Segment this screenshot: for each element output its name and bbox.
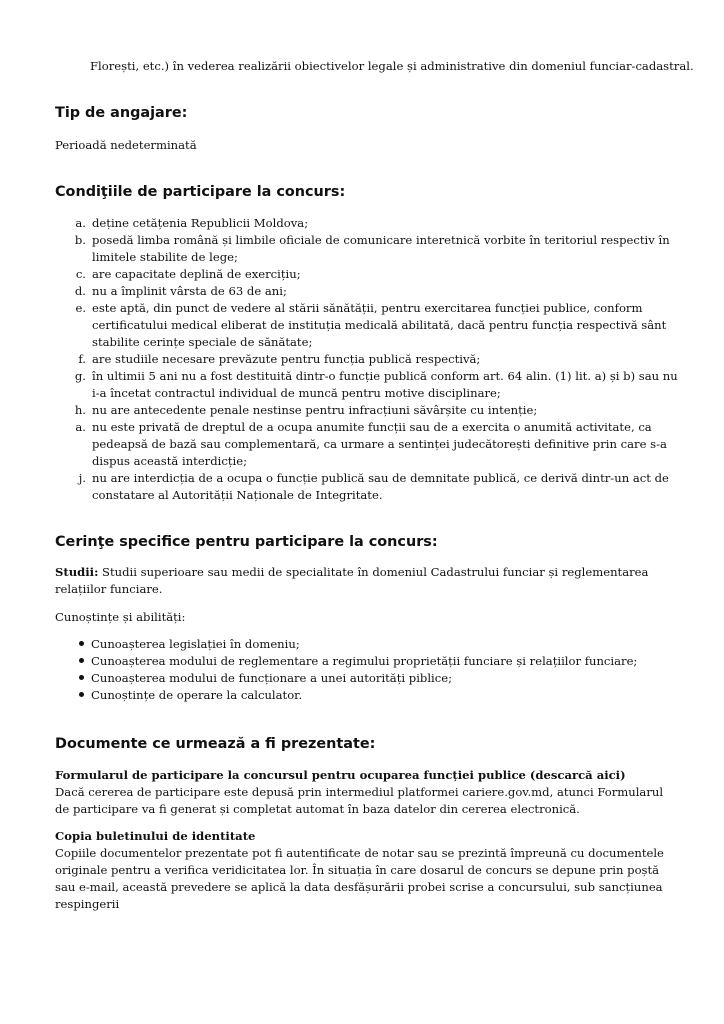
condition-item xyxy=(55,283,685,300)
bullet-icon xyxy=(79,658,84,663)
skill-item xyxy=(55,687,685,704)
condition-item xyxy=(55,402,685,419)
condition-marker: a. xyxy=(75,420,86,434)
condition-text: nu are antecedente penale nestinse pentru infracțiuni săvârșite cu intenție; xyxy=(92,403,538,417)
condition-text: are capacitate deplină de exercițiu; xyxy=(92,267,301,281)
skill-text: Cunoașterea legislației în domeniu; xyxy=(91,637,300,651)
employment-heading: Tip de angajare: xyxy=(55,105,188,121)
condition-marker: a. xyxy=(75,216,86,230)
documents-heading: Documente ce urmează a fi prezentate: xyxy=(55,736,376,752)
form-title: Formularul de participare la concursul pentru ocuparea funcției publice (descarcă aici) xyxy=(55,768,626,782)
condition-item xyxy=(55,300,685,351)
condition-item xyxy=(55,232,685,266)
condition-item xyxy=(55,368,685,402)
skill-item xyxy=(55,653,685,670)
condition-marker: j. xyxy=(78,471,86,485)
condition-text: posedă limba română și limbile oficiale de comunicare interetnică vorbite în teritoriul respectiv în limitele stabilite de lege; xyxy=(92,233,670,264)
condition-item xyxy=(55,351,685,368)
condition-item xyxy=(55,266,685,283)
condition-marker: e. xyxy=(75,301,86,315)
specific-heading: Cerinţe specifice pentru participare la concurs: xyxy=(55,534,438,550)
condition-item xyxy=(55,419,685,470)
condition-marker: c. xyxy=(75,267,86,281)
condition-marker: h. xyxy=(74,403,86,417)
condition-marker: f. xyxy=(78,352,86,366)
id-text: Copiile documentelor prezentate pot fi autentificate de notar sau se prezintă împreună cu documentele originale pentru a verifica veridicitatea lor. În situația în care dosarul de concurs se depune prin poștă sau e-mail, această prevedere se aplică la data desfășurării probei scrise a concursului, sub sancțiunea respingerii xyxy=(55,846,664,911)
skill-item xyxy=(55,670,685,687)
intro-line: Florești, etc.) în vederea realizării obiectivelor legale și administrative din domeniul funciar-cadastral. xyxy=(90,59,694,73)
form-text: Dacă cererea de participare este depusă prin intermediul platformei cariere.gov.md, atunci Formularul de participare va fi generat și completat automat în baza datelor din cererea electronică. xyxy=(55,785,664,816)
skills-label: Cunoștințe și abilități: xyxy=(55,610,186,624)
condition-text: nu a împlinit vârsta de 63 de ani; xyxy=(92,284,287,298)
condition-marker: g. xyxy=(74,369,86,383)
conditions-heading: Condiţiile de participare la concurs: xyxy=(55,184,346,200)
condition-text: nu este privată de dreptul de a ocupa anumite funcții sau de a exercita o anumită activitate, ca pedeapsă de bază sau complementară, ca urmare a sentinței judecătorești definitive prin care s-a dispus această interdicție; xyxy=(92,420,667,468)
skill-text: Cunoașterea modului de reglementare a regimului proprietății funciare și relațiilor funciare; xyxy=(91,654,638,668)
condition-marker: b. xyxy=(74,233,86,247)
condition-text: deține cetățenia Republicii Moldova; xyxy=(92,216,309,230)
skills-list xyxy=(55,636,685,704)
bullet-icon xyxy=(79,641,84,646)
condition-marker: d. xyxy=(74,284,86,298)
condition-item xyxy=(55,215,685,232)
condition-text: în ultimii 5 ani nu a fost destituită dintr-o funcție publică conform art. 64 alin. (1) lit. a) și b) sau nu i-a încetat contractul individual de muncă pentru motive disciplinare; xyxy=(92,369,678,400)
employment-value: Perioadă nedeterminată xyxy=(55,138,197,152)
condition-item xyxy=(55,470,685,504)
studies-paragraph xyxy=(55,564,670,598)
studies-label: Studii: xyxy=(55,565,99,579)
skill-item xyxy=(55,636,685,653)
condition-text: nu are interdicția de a ocupa o funcție publică sau de demnitate publică, ce derivă dintr-un act de constatare al Autorității Naționale de Integritate. xyxy=(92,471,669,502)
bullet-icon xyxy=(79,675,84,680)
skill-text: Cunoașterea modului de funcționare a unei autorități piblice; xyxy=(91,671,453,685)
id-title: Copia buletinului de identitate xyxy=(55,829,256,843)
bullet-icon xyxy=(79,692,84,697)
condition-text: are studiile necesare prevăzute pentru funcția publică respectivă; xyxy=(92,352,481,366)
conditions-list xyxy=(55,215,685,504)
skill-text: Cunoștințe de operare la calculator. xyxy=(91,688,303,702)
studies-text: Studii superioare sau medii de specialitate în domeniul Cadastrului funciar și reglementarea relațiilor funciare. xyxy=(55,565,649,596)
condition-text: este aptă, din punct de vedere al stării sănătății, pentru exercitarea funcției publice, conform certificatului medical eliberat de instituția medicală abilitată, dacă pentru funcția respectivă sânt stabilite cerințe speciale de sănătate; xyxy=(92,301,667,349)
